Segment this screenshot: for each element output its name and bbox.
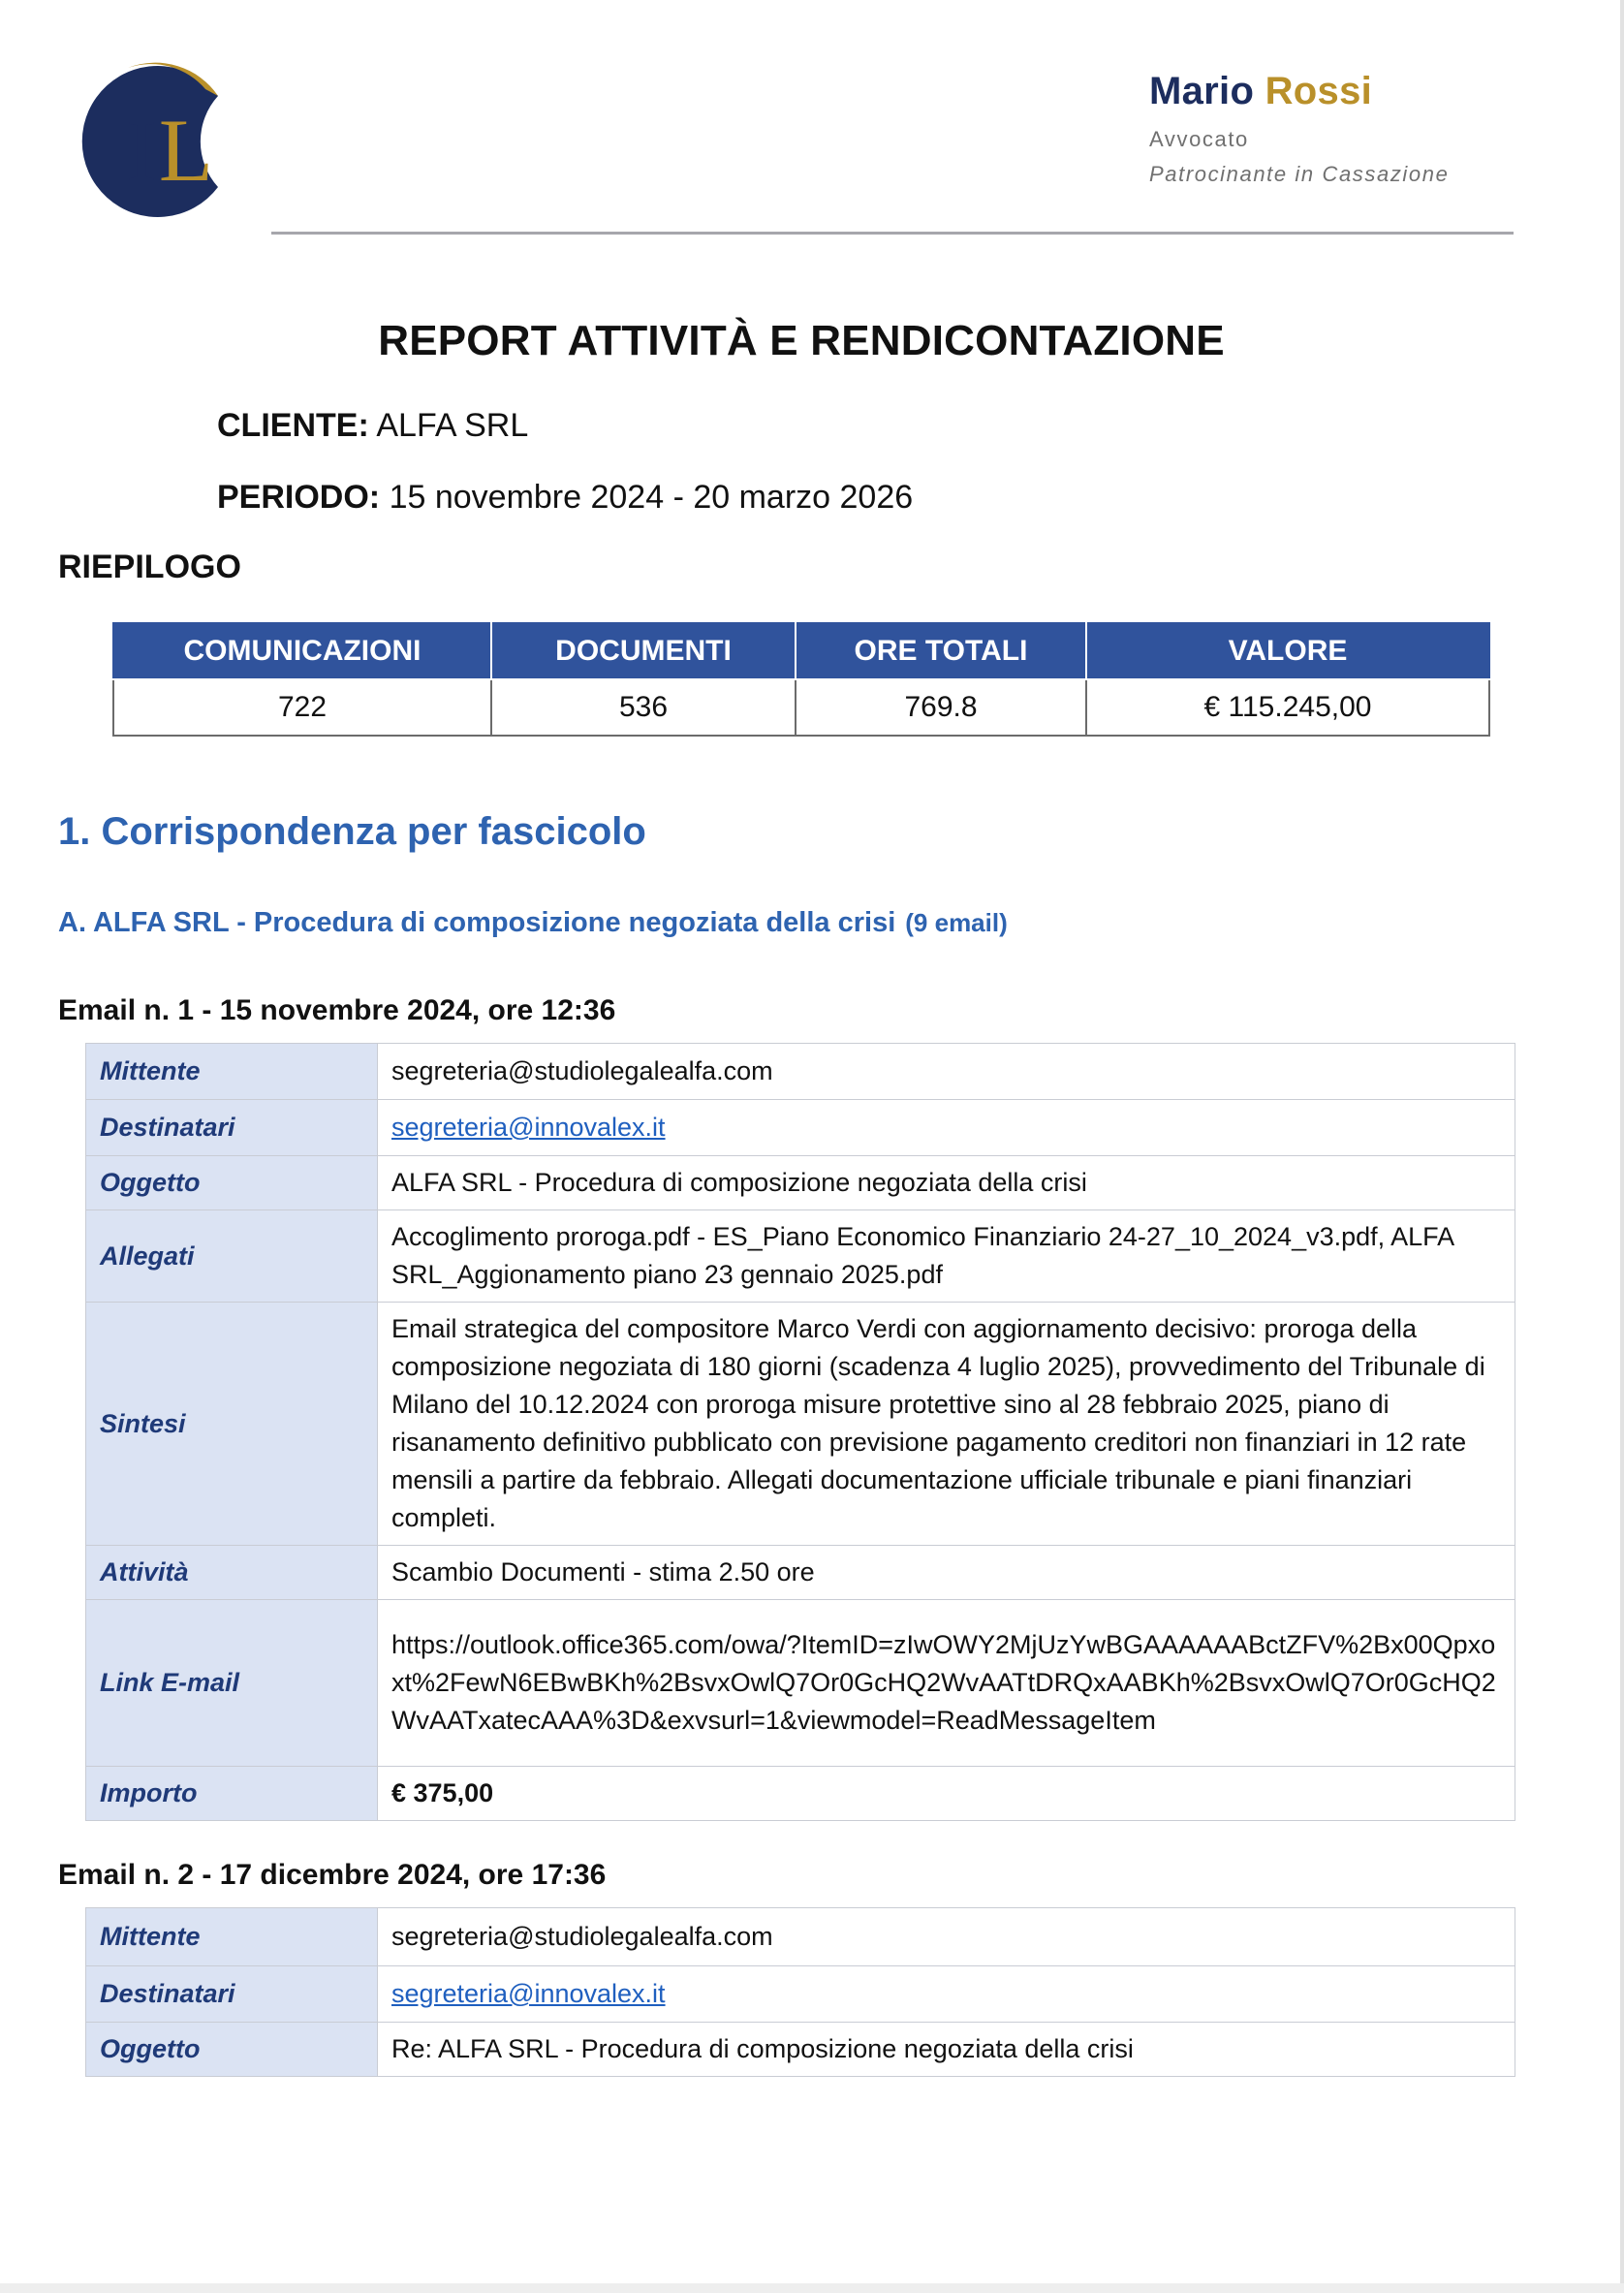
summary-label: RIEPILOGO bbox=[58, 549, 241, 585]
email-row-subject bbox=[86, 1156, 1515, 1210]
page-edge bbox=[1620, 0, 1624, 2293]
summary-value-communications: 722 bbox=[113, 679, 491, 736]
row-label: Sintesi bbox=[86, 1303, 378, 1546]
summary-text: Email strategica del compositore Marco Verdi con aggiornamento decisivo: proroga della composizione negoziata di 180 giorni (scadenza 4 luglio 2025), provvedimento del Tribunale di Milano del 10.12.2024 con proroga misure protettive sino al 28 febbraio 2025, piano di risanamento definitivo pubblicato con previsione pagamento creditori non finanziari in 12 rate mensili a partire da febbraio. Allegati documentazione ufficiale tribunale e piani finanziari completi. bbox=[378, 1303, 1515, 1546]
summary-header-documents: DOCUMENTI bbox=[491, 623, 796, 679]
author-name bbox=[1149, 70, 1449, 113]
sender-value[interactable]: segreteria@studiolegalealfa.com bbox=[378, 1044, 1515, 1100]
summary-header-hours: ORE TOTALI bbox=[796, 623, 1086, 679]
period-value: 15 novembre 2024 - 20 marzo 2026 bbox=[389, 479, 914, 516]
email-header: Email n. 1 - 15 novembre 2024, ore 12:36 bbox=[58, 994, 616, 1026]
author-title: Patrocinante in Cassazione bbox=[1149, 162, 1450, 186]
matter-email-count: (9 email) bbox=[905, 908, 1008, 937]
client-line bbox=[217, 407, 528, 445]
subject-value: ALFA SRL - Procedura di composizione negoziata della crisi bbox=[378, 1156, 1515, 1210]
author-last-name: Rossi bbox=[1265, 70, 1373, 112]
recipient-link[interactable]: segreteria@innovalex.it bbox=[391, 1979, 666, 2008]
email-row-sender bbox=[86, 1908, 1515, 1966]
matter-subheading bbox=[58, 907, 1008, 939]
logo-letter-i: I bbox=[126, 101, 157, 200]
document-title: REPORT ATTIVITÀ E RENDICONTAZIONE bbox=[378, 317, 1225, 364]
email-row-activity bbox=[86, 1546, 1515, 1600]
row-label: Destinatari bbox=[86, 1966, 378, 2023]
summary-header-value: VALORE bbox=[1086, 623, 1489, 679]
summary-value-documents: 536 bbox=[491, 679, 796, 736]
client-value: ALFA SRL bbox=[376, 407, 529, 444]
matter-title: A. ALFA SRL - Procedura di composizione negoziata della crisi bbox=[58, 907, 896, 938]
header-divider bbox=[271, 232, 1514, 235]
email-header: Email n. 2 - 17 dicembre 2024, ore 17:36 bbox=[58, 1859, 607, 1891]
row-label: Attività bbox=[86, 1546, 378, 1600]
page-bottom-edge bbox=[0, 2283, 1624, 2293]
row-label: Mittente bbox=[86, 1044, 378, 1100]
row-label: Oggetto bbox=[86, 1156, 378, 1210]
email-row-sender bbox=[86, 1044, 1515, 1100]
row-label: Destinatari bbox=[86, 1100, 378, 1156]
summary-value-hours: 769.8 bbox=[796, 679, 1086, 736]
email-row-summary bbox=[86, 1303, 1515, 1546]
client-label: CLIENTE: bbox=[217, 407, 369, 444]
summary-value-row bbox=[113, 679, 1489, 736]
email-table bbox=[85, 1043, 1515, 1821]
sender-value[interactable]: segreteria@studiolegalealfa.com bbox=[378, 1908, 1515, 1966]
row-label: Link E-mail bbox=[86, 1600, 378, 1767]
summary-header-row bbox=[113, 623, 1489, 679]
attachments-value: Accoglimento proroga.pdf - ES_Piano Economico Finanziario 24-27_10_2024_v3.pdf, ALFA SRL_Aggionamento piano 23 gennaio 2025.pdf bbox=[378, 1210, 1515, 1303]
row-label: Mittente bbox=[86, 1908, 378, 1966]
amount-value: € 375,00 bbox=[378, 1767, 1515, 1821]
activity-value: Scambio Documenti - stima 2.50 ore bbox=[378, 1546, 1515, 1600]
row-label: Importo bbox=[86, 1767, 378, 1821]
author-role: Avvocato bbox=[1149, 127, 1249, 151]
period-line bbox=[217, 479, 913, 517]
email-row-link bbox=[86, 1600, 1515, 1767]
email-row-recipients bbox=[86, 1100, 1515, 1156]
email-table bbox=[85, 1907, 1515, 2077]
row-label: Oggetto bbox=[86, 2023, 378, 2077]
recipient-link[interactable]: segreteria@innovalex.it bbox=[391, 1113, 666, 1142]
author-block bbox=[1149, 70, 1449, 187]
logo-letter-l: L bbox=[158, 101, 214, 200]
email-row-amount bbox=[86, 1767, 1515, 1821]
period-label: PERIODO: bbox=[217, 479, 381, 516]
summary-value-amount: € 115.245,00 bbox=[1086, 679, 1489, 736]
subject-value: Re: ALFA SRL - Procedura di composizione negoziata della crisi bbox=[378, 2023, 1515, 2077]
il-monogram-logo-icon bbox=[60, 60, 225, 223]
row-label: Allegati bbox=[86, 1210, 378, 1303]
email-row-subject bbox=[86, 2023, 1515, 2077]
section-heading: 1. Corrispondenza per fascicolo bbox=[58, 810, 646, 853]
email-link-value[interactable]: https://outlook.office365.com/owa/?ItemID=zIwOWY2MjUzYwBGAAAAAABctZFV%2Bx00Qpxoxt%2FewN6EBwBKh%2BsvxOwlQ7Or0GcHQ2WvAATtDRQxAABKh%2BsvxOwlQ7Or0GcHQ2WvAATxatecAAA%3D&exvsurl=1&viewmodel=ReadMessageItem bbox=[378, 1600, 1515, 1767]
author-first-name: Mario bbox=[1149, 70, 1255, 112]
email-row-attachments bbox=[86, 1210, 1515, 1303]
summary-header-communications: COMUNICAZIONI bbox=[113, 623, 491, 679]
summary-table bbox=[112, 622, 1490, 737]
email-row-recipients bbox=[86, 1966, 1515, 2023]
